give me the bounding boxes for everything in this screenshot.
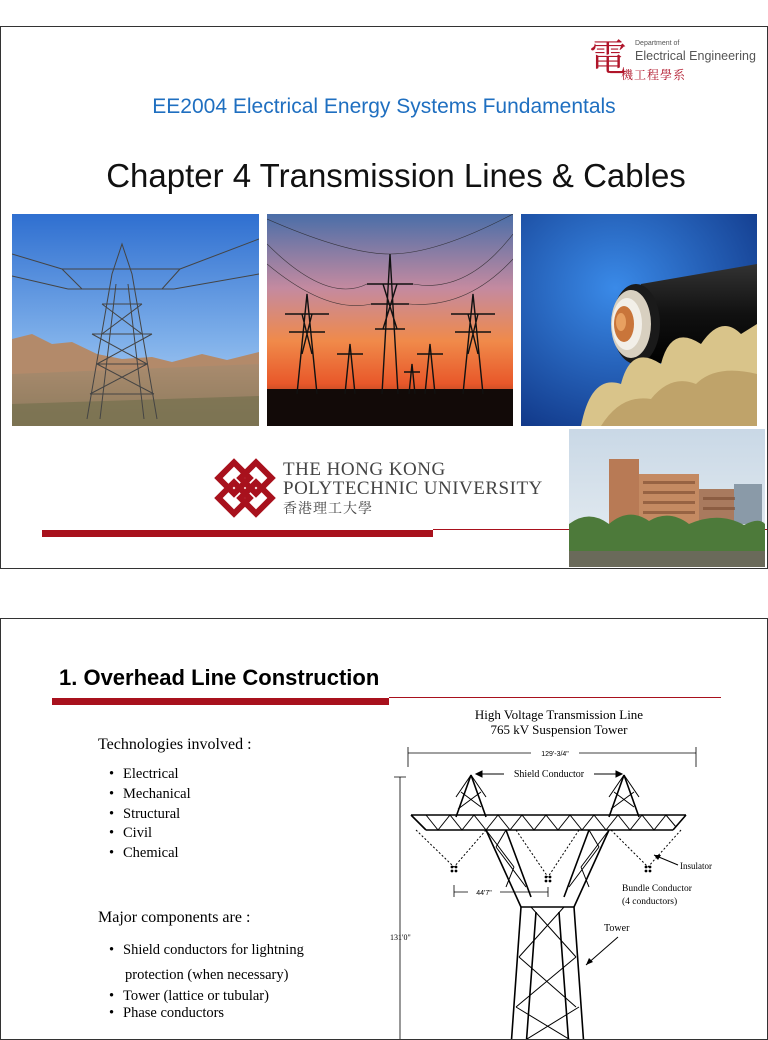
university-name-chinese: 香港理工大學 [283, 501, 373, 517]
department-logo-name: Electrical Engineering [635, 49, 756, 63]
conductor-spacing-dimension: 44'7" [476, 890, 492, 897]
overhead-line-slide [0, 618, 768, 1040]
university-name-line1: THE HONG KONG [283, 459, 446, 480]
width-dimension: 129'-3/4" [541, 751, 569, 758]
department-logo [589, 35, 765, 83]
shield-conductor-label: Shield Conductor [513, 769, 585, 780]
department-logo-glyph: 電 [589, 36, 628, 80]
bundle-conductor-count: (4 conductors) [622, 897, 678, 907]
chapter-title: Chapter 4 Transmission Lines & Cables [106, 157, 686, 194]
course-title: EE2004 Electrical Energy Systems Fundamentals [152, 95, 616, 118]
polyu-emblem-icon [213, 457, 279, 519]
slide-title: 1. Overhead Line Construction [59, 665, 380, 690]
sunset-pylons-photo [267, 214, 513, 426]
diagram-title-line1: High Voltage Transmission Line [474, 707, 644, 722]
accent-bar [42, 530, 433, 537]
divider-line [389, 697, 721, 698]
list-item: • Mechanical [109, 785, 191, 805]
technologies-list [109, 765, 191, 864]
insulator-label: Insulator [680, 861, 712, 871]
accent-bar [52, 698, 389, 705]
height-dimension: 131'0" [390, 933, 411, 942]
technologies-heading: Technologies involved : [98, 736, 252, 753]
list-item: • Electrical [109, 765, 191, 785]
list-item: • Civil [109, 824, 191, 844]
university-name-line2: POLYTECHNIC UNIVERSITY [283, 478, 543, 499]
list-item-continuation: protection (when necessary) [125, 966, 289, 983]
list-item: • Chemical [109, 844, 191, 864]
bundle-conductor-label: Bundle Conductor [622, 884, 692, 894]
title-slide [0, 26, 768, 569]
components-heading: Major components are : [98, 909, 251, 926]
list-item: • Tower (lattice or tubular) [109, 988, 304, 1005]
polyu-logo [213, 457, 553, 519]
list-item: • Structural [109, 805, 191, 825]
list-item: • Phase conductors [109, 1005, 304, 1022]
tower-label: Tower [604, 923, 630, 934]
department-logo-chinese: 機工程學系 [621, 68, 687, 82]
cable-cross-section-photo [521, 214, 757, 426]
components-list [109, 938, 304, 1022]
campus-building-photo [569, 429, 765, 567]
suspension-tower-diagram [386, 707, 731, 1040]
diagram-title-line2: 765 kV Suspension Tower [490, 722, 628, 737]
transmission-tower-photo [12, 214, 259, 426]
list-item: • Shield conductors for lightning [109, 938, 304, 963]
department-logo-small-text: Department of [635, 40, 680, 47]
